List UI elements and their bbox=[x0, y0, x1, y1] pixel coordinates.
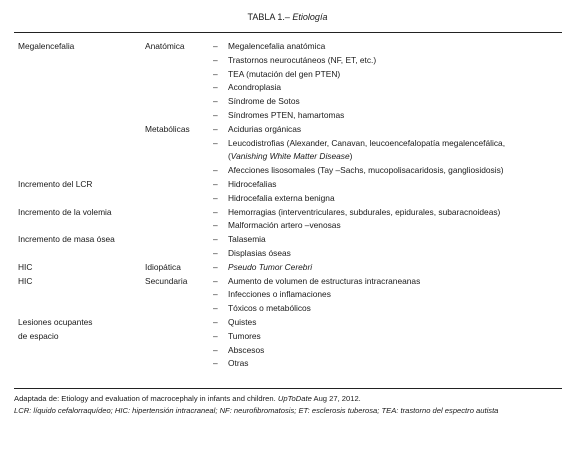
table-row bbox=[0, 178, 575, 192]
caption-label: TABLA 1.– bbox=[247, 12, 290, 22]
source-journal: UpToDate bbox=[277, 394, 312, 403]
cause-cell: Tóxicos o metabólicos bbox=[228, 303, 311, 314]
dash-marker: – bbox=[213, 220, 218, 231]
cause-cell: Abscesos bbox=[228, 344, 265, 355]
table-row bbox=[0, 261, 575, 275]
dash-marker: – bbox=[213, 275, 218, 286]
table-row bbox=[0, 247, 575, 261]
table-row bbox=[0, 95, 575, 109]
caption-title: Etiología bbox=[292, 12, 328, 22]
dash-marker: – bbox=[213, 358, 218, 369]
cause-cell: Síndromes PTEN, hamartomas bbox=[228, 109, 345, 120]
cause-cell: Trastornos neurocutáneos (NF, ET, etc.) bbox=[228, 54, 377, 65]
category-cell: Incremento del LCR bbox=[18, 178, 93, 189]
table-row bbox=[0, 275, 575, 289]
table-body bbox=[0, 40, 575, 371]
table-row bbox=[0, 302, 575, 316]
dash-marker: – bbox=[213, 82, 218, 93]
dash-marker: – bbox=[213, 68, 218, 79]
bottom-rule bbox=[14, 388, 562, 389]
table-row bbox=[0, 192, 575, 206]
dash-marker: – bbox=[213, 96, 218, 107]
table-row bbox=[0, 233, 575, 247]
cause-cell: Afecciones lisosomales (Tay –Sachs, mucopolisacaridosis, gangliosidosis) bbox=[228, 165, 504, 176]
category-cell: Incremento de masa ósea bbox=[18, 234, 115, 245]
dash-marker: – bbox=[213, 54, 218, 65]
dash-marker: – bbox=[213, 178, 218, 189]
cause-cell: Otras bbox=[228, 358, 249, 369]
cause-cell: Malformación artero –venosas bbox=[228, 220, 341, 231]
table-row bbox=[0, 164, 575, 178]
cause-cell: (Vanishing White Matter Disease) bbox=[228, 151, 353, 162]
table-row bbox=[0, 40, 575, 54]
table-row bbox=[0, 316, 575, 330]
source-date: Aug 27, 2012. bbox=[313, 394, 361, 403]
table-notes bbox=[14, 393, 564, 417]
cause-cell: Hidrocefalia externa benigna bbox=[228, 192, 335, 203]
table-row bbox=[0, 357, 575, 371]
table-row bbox=[0, 109, 575, 123]
dash-marker: – bbox=[213, 316, 218, 327]
cause-cell: Acidurias orgánicas bbox=[228, 123, 302, 134]
table-caption bbox=[0, 12, 575, 22]
dash-marker: – bbox=[213, 192, 218, 203]
cause-cell: Acondroplasia bbox=[228, 82, 282, 93]
category-cell: HIC bbox=[18, 275, 33, 286]
dash-marker: – bbox=[213, 206, 218, 217]
subtype-cell: Metabólicas bbox=[145, 123, 190, 134]
source-prefix: Adaptada de: Etiology and evaluation of macrocephaly in infants and children. bbox=[14, 394, 276, 403]
subtype-cell: Secundaria bbox=[145, 275, 188, 286]
dash-marker: – bbox=[213, 137, 218, 148]
subtype-cell: Idiopática bbox=[145, 261, 181, 272]
table-row bbox=[0, 54, 575, 68]
table-row bbox=[0, 150, 575, 164]
dash-marker: – bbox=[213, 109, 218, 120]
source-note bbox=[14, 393, 564, 405]
table-row bbox=[0, 81, 575, 95]
cause-cell: Displasias óseas bbox=[228, 247, 291, 258]
cause-cell: Leucodistrofias (Alexander, Canavan, leucoencefalopatía megalencefálica, bbox=[228, 137, 506, 148]
category-cell: Megalencefalia bbox=[18, 41, 75, 51]
dash-marker: – bbox=[213, 303, 218, 314]
category-cell: de espacio bbox=[18, 330, 59, 341]
cause-cell: Infecciones o inflamaciones bbox=[228, 289, 331, 300]
table-row bbox=[0, 330, 575, 344]
cause-cell: Quistes bbox=[228, 316, 257, 327]
table-row bbox=[0, 123, 575, 137]
table-row bbox=[0, 219, 575, 233]
dash-marker: – bbox=[213, 330, 218, 341]
cause-cell: Tumores bbox=[228, 330, 261, 341]
top-rule bbox=[14, 32, 562, 33]
abbreviations-note: LCR: líquido cefalorraquídeo; HIC: hipertensión intracraneal; NF: neurofibromatosis; ET: esclerosis tuberosa; TEA: trastorno del espectro autista bbox=[14, 406, 499, 415]
table-row bbox=[0, 206, 575, 220]
cause-cell: Pseudo Tumor Cerebri bbox=[228, 261, 313, 272]
category-cell: Incremento de la volemia bbox=[18, 206, 112, 217]
cause-cell: Hidrocefalias bbox=[228, 178, 277, 189]
dash-marker: – bbox=[213, 123, 218, 134]
subtype-cell: Anatómica bbox=[145, 41, 185, 51]
dash-marker: – bbox=[213, 41, 218, 51]
table-row bbox=[0, 68, 575, 82]
cause-cell: Aumento de volumen de estructuras intracraneanas bbox=[228, 275, 421, 286]
category-cell: HIC bbox=[18, 261, 33, 272]
table-row bbox=[0, 137, 575, 151]
dash-marker: – bbox=[213, 261, 218, 272]
dash-marker: – bbox=[213, 289, 218, 300]
cause-cell: Síndrome de Sotos bbox=[228, 96, 300, 107]
cause-cell: Talasemia bbox=[228, 234, 266, 245]
table-row bbox=[0, 344, 575, 358]
cause-cell: Hemorragias (interventriculares, subdurales, epidurales, subaracnoideas) bbox=[228, 206, 501, 217]
dash-marker: – bbox=[213, 247, 218, 258]
table-row bbox=[0, 288, 575, 302]
dash-marker: – bbox=[213, 165, 218, 176]
category-cell: Lesiones ocupantes bbox=[18, 316, 93, 327]
cause-cell: TEA (mutación del gen PTEN) bbox=[228, 68, 341, 79]
cause-cell: Megalencefalia anatómica bbox=[228, 41, 326, 51]
dash-marker: – bbox=[213, 234, 218, 245]
dash-marker: – bbox=[213, 344, 218, 355]
